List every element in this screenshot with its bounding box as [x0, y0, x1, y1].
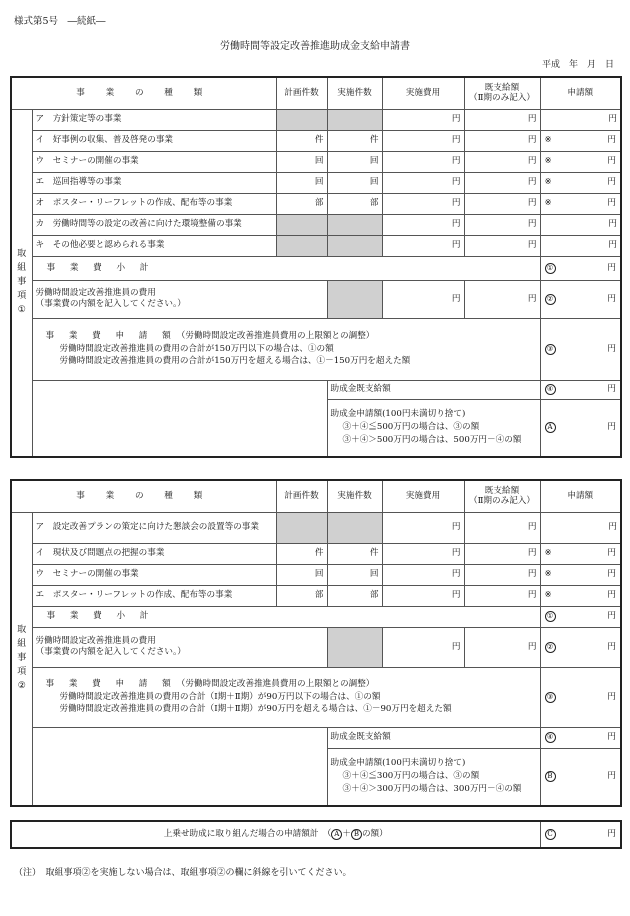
request-cell[interactable]: 円	[540, 109, 621, 130]
paid-cell[interactable]: 円	[464, 172, 540, 193]
header-done: 実施件数	[327, 77, 382, 109]
table-row	[11, 193, 621, 214]
paid-cell[interactable]: 円	[464, 585, 540, 606]
cost-cell[interactable]: 円	[382, 585, 464, 606]
promoter-row	[11, 627, 621, 667]
table-row	[11, 585, 621, 606]
header-request: 申請額	[540, 77, 621, 109]
header-done: 実施件数	[327, 480, 382, 512]
header-cost: 実施費用	[382, 77, 464, 109]
paid-cell[interactable]: 円	[464, 130, 540, 151]
paid-cell[interactable]: 円	[464, 235, 540, 256]
planned-cell[interactable]	[276, 214, 327, 235]
paid-row	[11, 380, 621, 399]
planned-cell[interactable]: 部	[276, 193, 327, 214]
paid-cell[interactable]: 円	[464, 193, 540, 214]
planned-cell[interactable]	[276, 235, 327, 256]
blank-block	[32, 380, 327, 457]
item-label: ウ セミナーの開催の事業	[32, 564, 276, 585]
apply-amount-request[interactable]: ③ 円	[540, 318, 621, 380]
table-row	[11, 151, 621, 172]
paid-cell[interactable]: 円	[464, 512, 540, 543]
cost-cell[interactable]: 円	[382, 130, 464, 151]
item-label: ア 方針策定等の事業	[32, 109, 276, 130]
apply-amount-label: 事 業 費 申 請 額（労働時間設定改善推進員費用の上限額との調整） 労働時間設定改善推進員の費用の合計が150万円以下の場合は、①の額 労働時間設定改善推進員の費用の合計が150万円を超える場合は、①－150万円を超えた額	[32, 318, 540, 380]
request-cell[interactable]: ※ 円	[540, 151, 621, 172]
header-row	[11, 77, 621, 109]
cost-cell[interactable]: 円	[382, 151, 464, 172]
request-cell[interactable]: 円	[540, 235, 621, 256]
request-cell[interactable]: ※ 円	[540, 543, 621, 564]
header-planned: 計画件数	[276, 480, 327, 512]
done-cell[interactable]	[327, 512, 382, 543]
paid-cell[interactable]: 円	[464, 564, 540, 585]
form-number: 様式第5号 ―続紙―	[14, 16, 106, 27]
planned-cell[interactable]: 回	[276, 172, 327, 193]
planned-cell[interactable]: 部	[276, 585, 327, 606]
paid-request[interactable]: ④ 円	[540, 380, 621, 399]
done-cell[interactable]: 回	[327, 151, 382, 172]
cost-cell[interactable]: 円	[382, 172, 464, 193]
request-label: 助成金申請額(100円未満切り捨て) ③＋④≦300万円の場合は、③の額 ③＋④＞300万円の場合は、300万円－④の額	[327, 748, 540, 806]
header-cost: 実施費用	[382, 480, 464, 512]
paid-cell[interactable]: 円	[464, 543, 540, 564]
done-cell[interactable]: 件	[327, 130, 382, 151]
apply-row	[11, 667, 621, 727]
blank-block	[32, 727, 327, 806]
paid-cell[interactable]: 円	[464, 109, 540, 130]
request-cell[interactable]: ※ 円	[540, 193, 621, 214]
cost-cell[interactable]: 円	[382, 193, 464, 214]
paid-cell[interactable]: 円	[464, 214, 540, 235]
paid-label: 助成金既支給額	[327, 727, 540, 748]
request-total[interactable]: B 円	[540, 748, 621, 806]
total-row	[11, 821, 621, 848]
paid-cell[interactable]: 円	[464, 151, 540, 172]
footnote: （注） 取組事項②を実施しない場合は、取組事項②の欄に斜線を引いてください。	[14, 868, 352, 878]
cost-cell[interactable]: 円	[382, 214, 464, 235]
planned-cell[interactable]	[276, 109, 327, 130]
promoter-paid[interactable]: 円	[464, 280, 540, 318]
subtotal-row	[11, 256, 621, 280]
table-row	[11, 172, 621, 193]
promoter-paid[interactable]: 円	[464, 627, 540, 667]
table-row	[11, 235, 621, 256]
paid-row	[11, 727, 621, 748]
table-row	[11, 130, 621, 151]
promoter-done[interactable]	[327, 627, 382, 667]
cost-cell[interactable]: 円	[382, 109, 464, 130]
header-paid: 既支給額 （Ⅱ期のみ記入）	[464, 480, 540, 512]
date-line: 平成 年 月 日	[541, 60, 614, 70]
request-cell[interactable]: ※ 円	[540, 564, 621, 585]
done-cell[interactable]	[327, 235, 382, 256]
total-label: 上乗せ助成に取り組んだ場合の申請額計 （ A ＋ B の額）	[11, 821, 540, 848]
paid-request[interactable]: ④ 円	[540, 727, 621, 748]
paid-label: 助成金既支給額	[327, 380, 540, 399]
item-label: イ 好事例の収集、普及啓発の事業	[32, 130, 276, 151]
header-kind: 事 業 の 種 類	[11, 77, 276, 109]
done-cell[interactable]	[327, 214, 382, 235]
done-cell[interactable]	[327, 109, 382, 130]
subtotal-label: 事 業 費 小 計	[32, 606, 540, 627]
document-title: 労働時間等設定改善推進助成金支給申請書	[220, 41, 410, 52]
cost-cell[interactable]: 円	[382, 512, 464, 543]
header-request: 申請額	[540, 480, 621, 512]
header-planned: 計画件数	[276, 77, 327, 109]
section-label: 取 組 事 項 ①	[11, 109, 32, 457]
request-cell[interactable]: ※ 円	[540, 172, 621, 193]
request-cell[interactable]: 円	[540, 512, 621, 543]
section-2-table	[10, 479, 622, 807]
planned-cell[interactable]: 回	[276, 564, 327, 585]
done-cell[interactable]: 部	[327, 585, 382, 606]
item-label: オ ポスター・リーフレットの作成、配布等の事業	[32, 193, 276, 214]
header-row	[11, 480, 621, 512]
total-table	[10, 820, 622, 849]
subtotal-request[interactable]: ① 円	[540, 606, 621, 627]
header-kind: 事 業 の 種 類	[11, 480, 276, 512]
planned-cell[interactable]	[276, 512, 327, 543]
apply-amount-request[interactable]: ③ 円	[540, 667, 621, 727]
promoter-label: 労働時間設定改善推進員の費用 （事業費の内額を記入してください。）	[32, 627, 327, 667]
request-cell[interactable]: ※ 円	[540, 130, 621, 151]
subtotal-request[interactable]: ① 円	[540, 256, 621, 280]
header-paid: 既支給額 （Ⅱ期のみ記入）	[464, 77, 540, 109]
promoter-request[interactable]: ② 円	[540, 280, 621, 318]
table-row	[11, 214, 621, 235]
request-total[interactable]: A 円	[540, 399, 621, 457]
cost-cell[interactable]: 円	[382, 543, 464, 564]
apply-amount-label: 事 業 費 申 請 額（労働時間設定改善推進員費用の上限額との調整） 労働時間設定改善推進員の費用の合計（Ⅰ期＋Ⅱ期）が90万円以下の場合は、①の額 労働時間設定改善推進員の費用の合計（Ⅰ期＋Ⅱ期）が90万円を超える場合は、①－90万円を超えた額	[32, 667, 540, 727]
promoter-label: 労働時間設定改善推進員の費用 （事業費の内額を記入してください。）	[32, 280, 327, 318]
done-cell[interactable]: 回	[327, 564, 382, 585]
apply-row	[11, 318, 621, 380]
item-label: ア 設定改善プランの策定に向けた懇談会の設置等の事業	[32, 512, 276, 543]
item-label: エ ポスター・リーフレットの作成、配布等の事業	[32, 585, 276, 606]
total-request[interactable]: C 円	[540, 821, 621, 848]
table-row	[11, 512, 621, 543]
done-cell[interactable]: 部	[327, 193, 382, 214]
promoter-cost[interactable]: 円	[382, 280, 464, 318]
subtotal-row	[11, 606, 621, 627]
request-cell[interactable]: 円	[540, 214, 621, 235]
item-label: エ 巡回指導等の事業	[32, 172, 276, 193]
item-label: キ その他必要と認められる事業	[32, 235, 276, 256]
promoter-done[interactable]	[327, 280, 382, 318]
section-1-table	[10, 76, 622, 458]
done-cell[interactable]: 回	[327, 172, 382, 193]
cost-cell[interactable]: 円	[382, 564, 464, 585]
item-label: ウ セミナーの開催の事業	[32, 151, 276, 172]
cost-cell[interactable]: 円	[382, 235, 464, 256]
item-label: カ 労働時間等の設定の改善に向けた環境整備の事業	[32, 214, 276, 235]
promoter-cost[interactable]: 円	[382, 627, 464, 667]
planned-cell[interactable]: 件	[276, 543, 327, 564]
item-label: イ 現状及び問題点の把握の事業	[32, 543, 276, 564]
promoter-request[interactable]: ② 円	[540, 627, 621, 667]
table-row	[11, 109, 621, 130]
section-label: 取 組 事 項 ②	[11, 512, 32, 806]
subtotal-label: 事 業 費 小 計	[32, 256, 540, 280]
table-row	[11, 564, 621, 585]
planned-cell[interactable]: 回	[276, 151, 327, 172]
table-row	[11, 543, 621, 564]
request-label: 助成金申請額(100円未満切り捨て) ③＋④≦500万円の場合は、③の額 ③＋④＞500万円の場合は、500万円－④の額	[327, 399, 540, 457]
request-cell[interactable]: ※ 円	[540, 585, 621, 606]
done-cell[interactable]: 件	[327, 543, 382, 564]
promoter-row	[11, 280, 621, 318]
planned-cell[interactable]: 件	[276, 130, 327, 151]
